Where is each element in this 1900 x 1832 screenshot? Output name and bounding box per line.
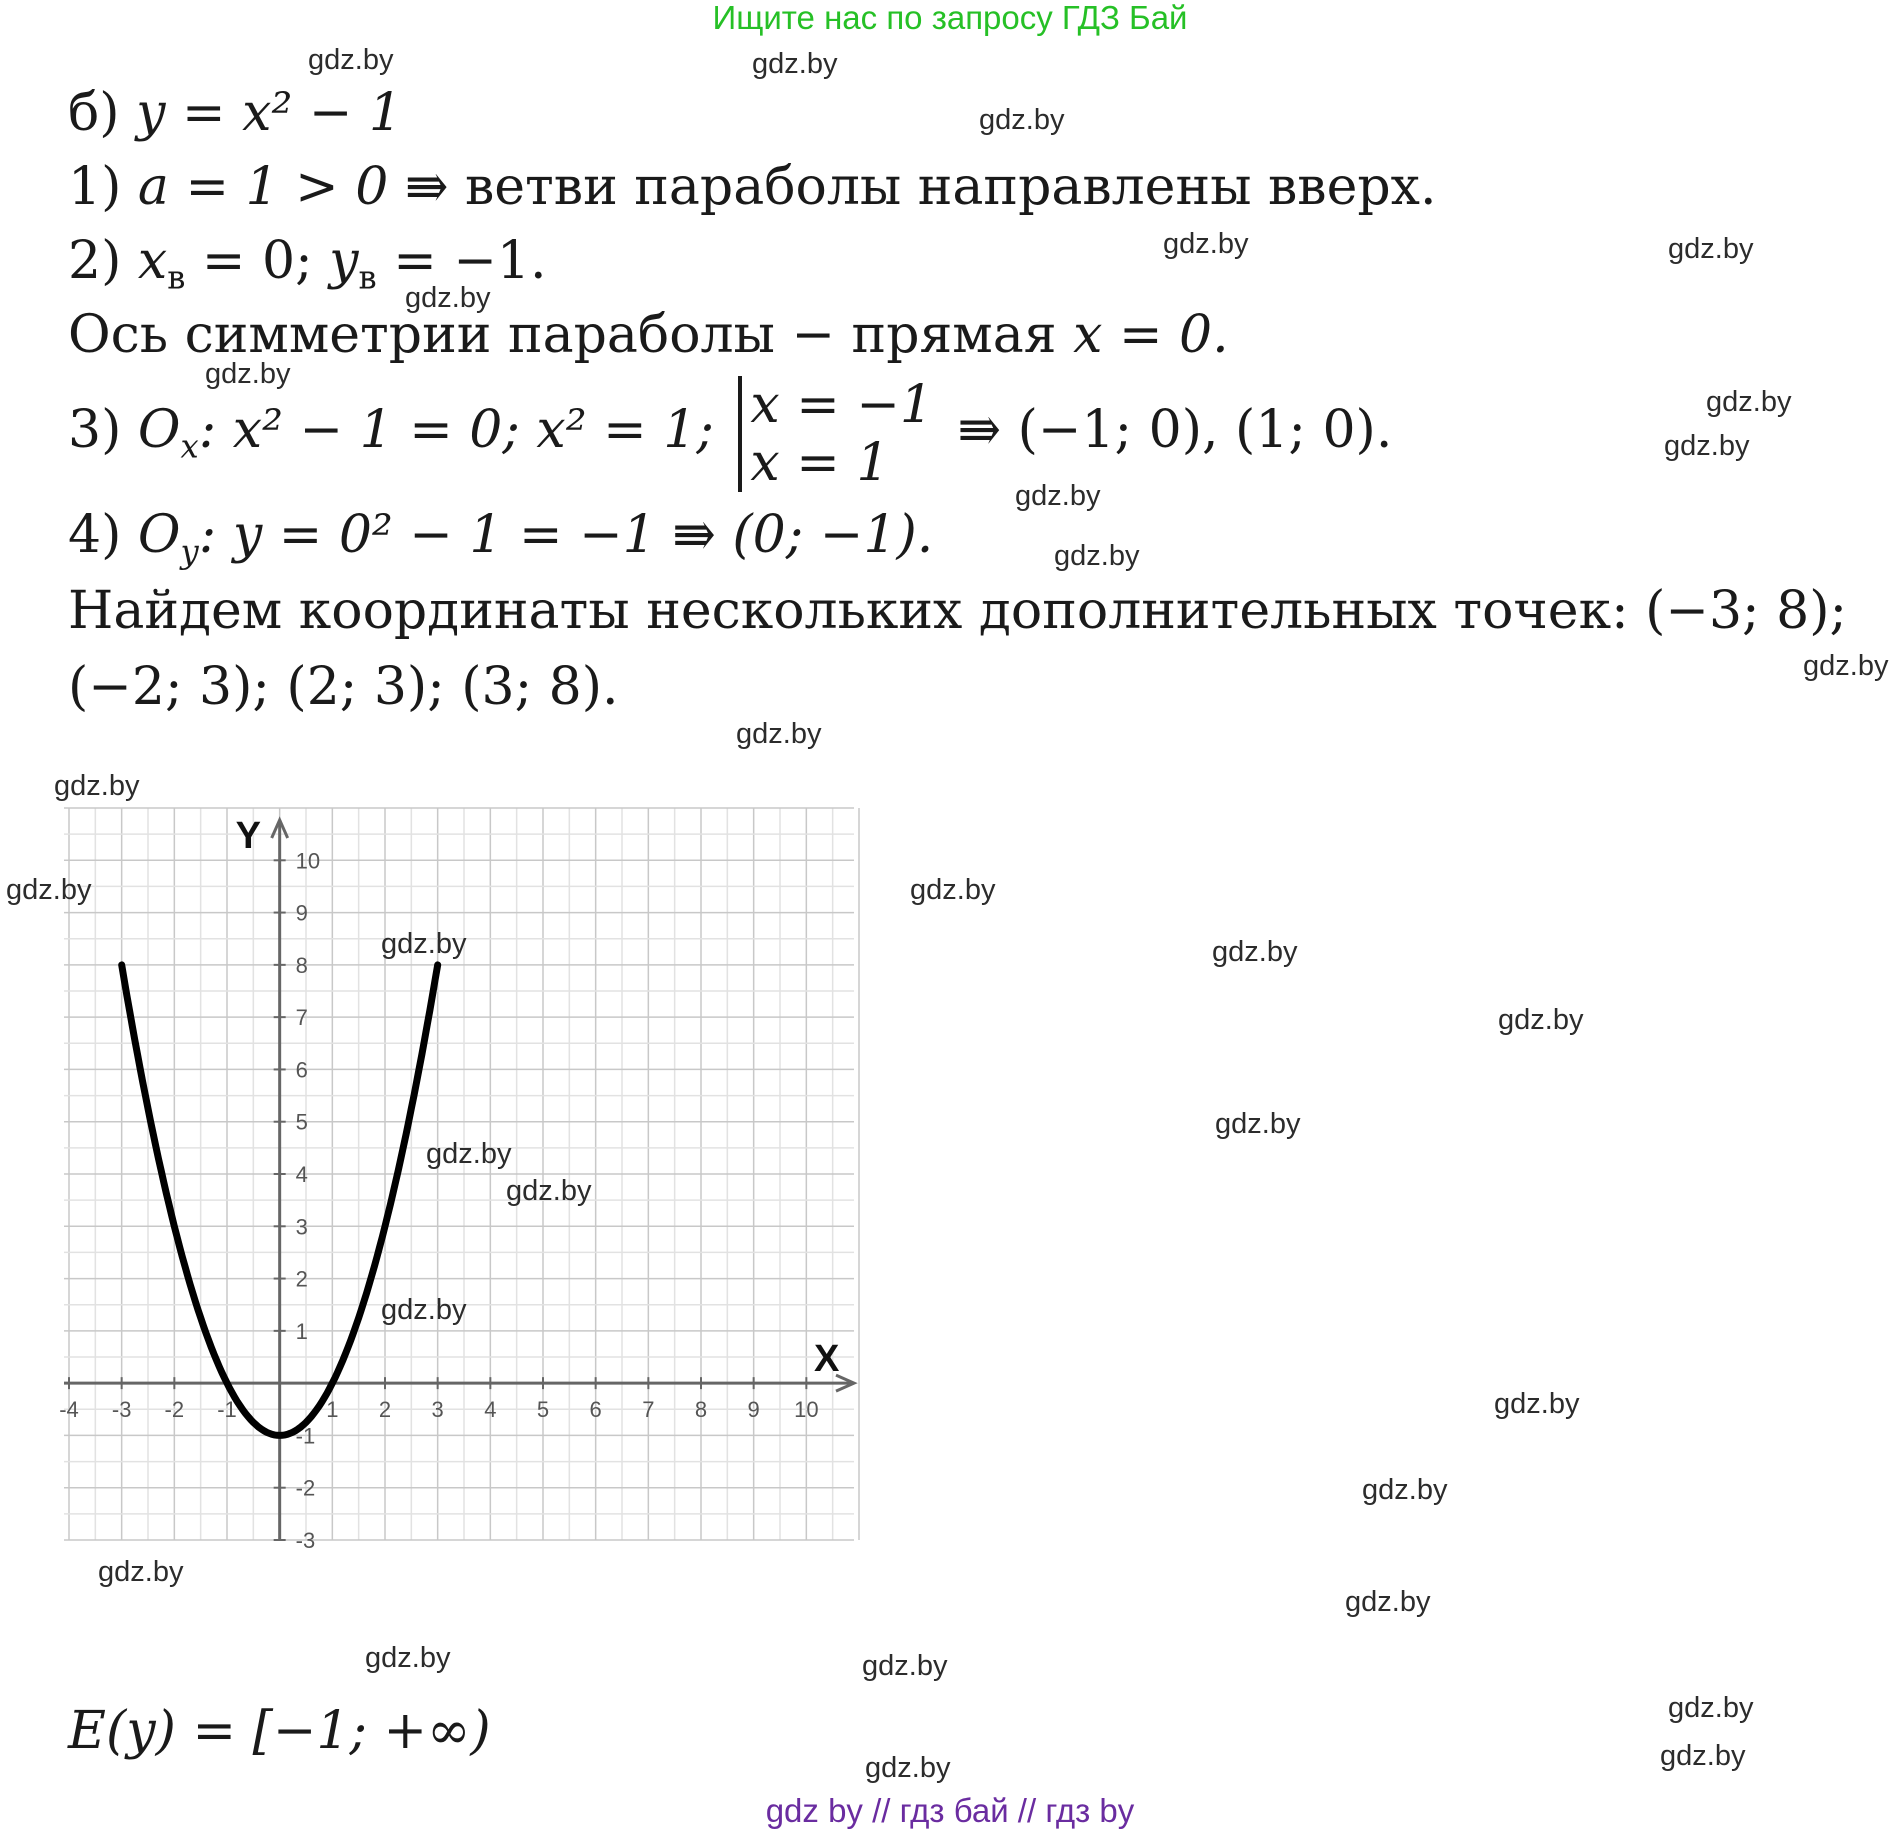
watermark: gdz.by: [910, 874, 996, 906]
x-tick-label: 9: [747, 1397, 760, 1423]
y-tick-label: -3: [295, 1528, 316, 1553]
y-tick-label: 8: [295, 952, 308, 978]
y-tick-label: 1: [295, 1318, 308, 1344]
vertex-x-subscript: в: [167, 258, 186, 297]
vertex-x-value: = 0;: [201, 231, 313, 291]
x-tick-label: 10: [794, 1397, 819, 1423]
watermark: gdz.by: [1668, 233, 1754, 265]
solution-system: [738, 376, 933, 492]
y-tick-label: 3: [295, 1214, 308, 1240]
system-root-2: x = 1: [750, 432, 890, 493]
y-tick-label: 4: [295, 1162, 308, 1187]
item-prefix: 2): [68, 231, 122, 291]
part-b-heading: [68, 82, 402, 144]
watermark: gdz.by: [54, 770, 140, 802]
vertex-y-value: = −1.: [393, 231, 547, 291]
watermark: gdz.by: [381, 928, 467, 960]
watermark: gdz.by: [308, 44, 394, 76]
watermark: gdz.by: [1054, 540, 1140, 572]
item-prefix: 4): [68, 505, 122, 565]
x-tick-label: -3: [111, 1397, 132, 1423]
watermark: gdz.by: [98, 1556, 184, 1588]
vertex-y-subscript: в: [358, 258, 377, 297]
footer-links: gdz by // гдз бай // гдз by: [765, 1792, 1135, 1829]
vertex-x-symbol: x: [137, 231, 168, 291]
y-tick-label: 7: [295, 1005, 308, 1031]
x-tick-label: 8: [694, 1397, 708, 1423]
y-tick-label: 2: [295, 1266, 308, 1292]
watermark: gdz.by: [405, 282, 491, 314]
x-tick-label: 7: [642, 1397, 655, 1423]
x-intercepts: ⇛ (−1; 0), (1; 0).: [957, 400, 1393, 460]
watermark: gdz.by: [865, 1752, 951, 1784]
y-tick-label: 9: [295, 900, 308, 926]
watermark: gdz.by: [506, 1175, 592, 1207]
watermark: gdz.by: [426, 1138, 512, 1170]
y-tick-label: -1: [295, 1423, 316, 1449]
watermark: gdz.by: [381, 1294, 467, 1326]
header-banner: Ищите нас по запросу ГДЗ Бай: [712, 0, 1188, 36]
y-tick-label: 5: [295, 1109, 308, 1135]
watermark: gdz.by: [979, 104, 1065, 136]
y-intercept: : y = 0² − 1 = −1 ⇛ (0; −1).: [198, 505, 934, 565]
step-1-text: ⇛ ветви параболы направлены вверх.: [404, 157, 1437, 217]
x-tick-label: -2: [164, 1397, 185, 1423]
step-1: [68, 156, 1437, 218]
function-expression: y = x² − 1: [136, 83, 403, 143]
x-tick-label: -4: [59, 1397, 79, 1423]
x-axis-label: X: [814, 1338, 840, 1381]
y-tick-label: -2: [295, 1475, 316, 1501]
watermark: gdz.by: [736, 718, 822, 750]
vertex-y-symbol: y: [329, 231, 359, 291]
watermark: gdz.by: [1362, 1474, 1448, 1506]
symmetry-axis-equation: x = 0.: [1073, 305, 1229, 365]
watermark: gdz.by: [205, 358, 291, 390]
watermark: gdz.by: [862, 1650, 948, 1682]
item-prefix: б): [68, 83, 120, 143]
y-tick-label: 10: [295, 848, 321, 874]
watermark: gdz.by: [1664, 430, 1750, 462]
ox-subscript: x: [180, 427, 199, 466]
parabola-chart: [59, 808, 864, 1553]
watermark: gdz.by: [1212, 936, 1298, 968]
oy-symbol: O: [137, 505, 181, 565]
x-tick-label: -1: [217, 1397, 237, 1423]
y-axis-label: Y: [235, 815, 262, 857]
watermark: gdz.by: [1345, 1586, 1431, 1618]
watermark: gdz.by: [6, 874, 92, 906]
oy-subscript: y: [180, 532, 199, 571]
watermark: gdz.by: [365, 1642, 451, 1674]
watermark: gdz.by: [1163, 228, 1249, 260]
x-tick-label: 5: [536, 1397, 550, 1423]
y-tick-label: 6: [295, 1057, 308, 1083]
step-4: [68, 504, 933, 582]
x-tick-label: 3: [431, 1397, 444, 1423]
step-1-math: a = 1 > 0: [137, 157, 389, 217]
watermark: gdz.by: [1706, 386, 1792, 418]
range-result: [68, 1700, 491, 1762]
extra-points-line-1: Найдем координаты нескольких дополнительных точек: (−3; 8);: [68, 581, 1847, 641]
chart-grid: [64, 808, 859, 1540]
watermark: gdz.by: [1660, 1740, 1746, 1772]
watermark: gdz.by: [1668, 1692, 1754, 1724]
symmetry-axis-line: [68, 304, 1229, 366]
x-tick-label: 1: [326, 1397, 339, 1423]
extra-points-line-2: (−2; 3); (2; 3); (3; 8).: [68, 657, 619, 717]
step-3: [68, 372, 1392, 504]
watermark: gdz.by: [1803, 650, 1889, 682]
watermark: gdz.by: [1494, 1388, 1580, 1420]
range-expression: E(y) = [−1; +∞): [68, 1701, 491, 1761]
x-tick-label: 2: [378, 1397, 392, 1423]
watermark: gdz.by: [752, 48, 838, 80]
x-tick-label: 4: [484, 1397, 497, 1423]
watermark: gdz.by: [1015, 480, 1101, 512]
ox-symbol: O: [137, 400, 181, 460]
watermark: gdz.by: [1498, 1004, 1584, 1036]
system-root-1: x = −1: [750, 374, 933, 435]
item-prefix: 3): [68, 400, 122, 460]
ox-equation: : x² − 1 = 0; x² = 1;: [198, 400, 714, 460]
x-tick-label: 6: [589, 1397, 602, 1423]
item-prefix: 1): [68, 157, 122, 217]
watermark: gdz.by: [1215, 1108, 1301, 1140]
symmetry-axis-text: Ось симметрии параболы − прямая: [68, 305, 1057, 365]
